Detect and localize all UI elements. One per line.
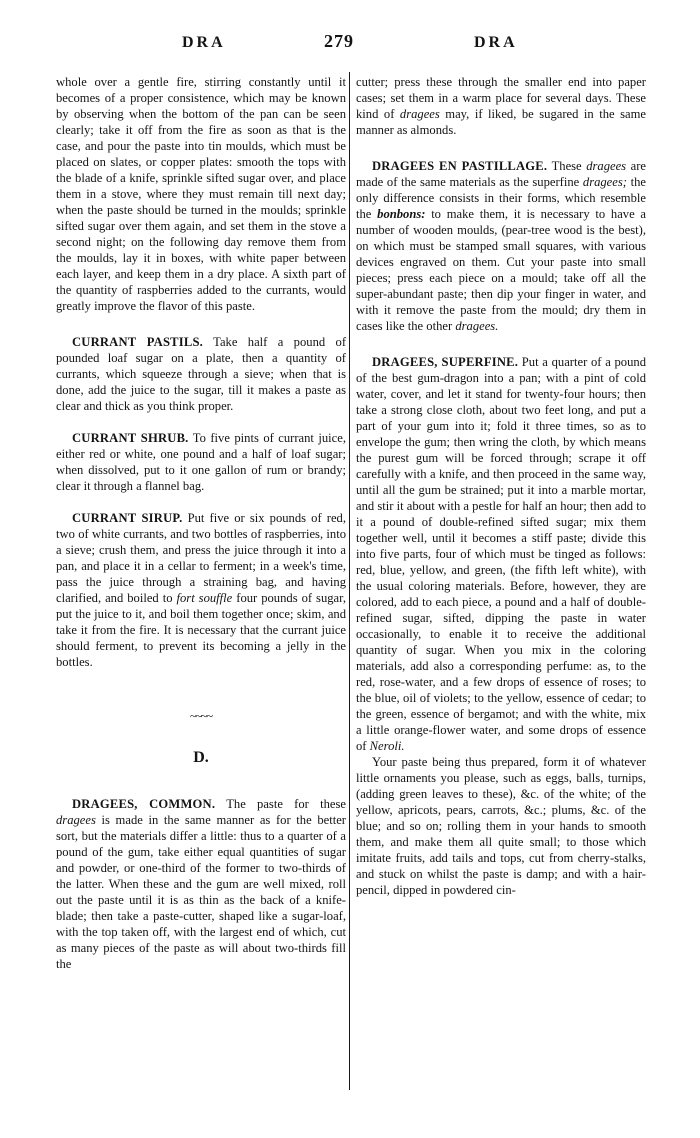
entry-dragees-superfine-continued xyxy=(356,754,646,898)
continued-paragraph xyxy=(356,74,646,138)
entry-text: The paste for these xyxy=(226,797,346,811)
entry-dragees-superfine xyxy=(356,354,646,754)
entry-italic-term: dragees xyxy=(586,159,627,173)
entry-heading: CURRANT SHRUB. xyxy=(72,431,189,445)
entry-text: Put a quarter of a pound of the best gum-dragon into a pan; with a pint of cold water, cover, and let it stand for twenty-four hours; then take a strong close cloth, about two feet long, and put a part of your gum into it; fold it three times, so as to envelope the gum; then wring the cloth, by which means the purest gum will be forced through; scrape it off carefully with a knife, and then proceed in the same way, until all the gum be strained; put it into a marble mortar, and stir it about with a pestle for half an hour; then add to it a pound of double-refined sifted sugar; mix them together well, until it becomes a stiff paste; divide this into five parts, four of which must be tinged as follows: red, blue, yellow, and green, (the fifth left white), with the usual coloring materials. Before, however, they are colored, add to each piece, a pound and a half of double-refined sugar, sifted, dipping the paste in water occasionally, to enable it to receive the additional quantity of sugar. When you mix in the coloring materials, add also a corresponding perfume: as, to the red, rose-water, and a few drops of essence of roses; to the blue, oil of violets; to the yellow, essence of cedar; to the green, essence of bergamot; and with the white, mix a little orange-flower water, and some drops of essence of xyxy=(356,355,646,753)
header-left-guide-word: DRA xyxy=(182,34,226,51)
entry-text: These xyxy=(551,159,582,173)
entry-text: are made of the same materials as the superfine xyxy=(356,159,646,189)
right-column xyxy=(356,74,646,898)
entry-currant-sirup xyxy=(56,510,346,670)
running-header xyxy=(54,31,658,64)
entry-text: to make them, it is necessary to have a number of wooden moulds, (pear-tree wood is the best), on which must be stamped small squares, with various devices engraved on them. Cut your paste into small pieces; press each piece on a mould; take off all the super-abundant paste; then dip your finger in water, and with it remove the paste from the mould; dry them in cases like the other xyxy=(356,207,647,333)
entry-text: four pounds of sugar, put the juice to it, and boil them together once; skim, and take it from the fire. It is necessary that the currant juice should ferment, to prevent its becoming a jelly in the bottles. xyxy=(56,591,346,669)
continued-paragraph xyxy=(56,74,346,314)
section-letter: D. xyxy=(193,749,209,766)
entry-dragees-en-pastillage xyxy=(356,158,646,334)
entry-text: is made in the same manner as for the better sort, but the materials differ a little: thus to a quarter of a pound of the gum, take either equal quantities of sugar and powder, or one-third of the former to two-thirds of the latter. When these and the gum are well mixed, roll out the paste until it is as thin as the back of a knife-blade; then take a paste-cutter, shaped like a sugar-loaf, with the top taken off, with the largest end of which, cut as many pieces of the paste as will about two-thirds fill the xyxy=(56,813,346,971)
entry-text: the only difference consists in their forms, which resemble the xyxy=(356,175,646,221)
entry-italic-term: bonbons: xyxy=(377,207,426,221)
entry-italic-term: dragees. xyxy=(455,319,499,333)
continued-text: cutter; press these through the smaller end into paper cases; set them in a warm place for several days. These kind of xyxy=(356,75,646,121)
entry-italic-term: dragees xyxy=(56,813,96,827)
section-ornament: ~~~~ xyxy=(190,709,212,723)
entry-dragees-common xyxy=(56,796,346,972)
entry-italic-term: dragees; xyxy=(582,175,627,189)
continued-text: whole over a gentle fire, stirring constantly until it becomes of a proper consistence, which may be known by observing when the bottom of the pan can be seen clearly; take it off from the fire as soon as that is the case, and pour the paste into tin moulds, which must be placed on slates, or copper plates: smooth the tops with the blade of a knife, sprinkle sifted sugar over, and place them in a stove, where they must remain till next day; when the paste should be turned in the moulds; sprinkle sifted sugar over them again, and set them in the stove a second night; on the following day remove them from the moulds, lay it in boxes, with white paper between each layer, and keep them in a dry place. A sixth part of the quantity of raspberries added to the currants, would greatly improve the flavor of this paste. xyxy=(56,75,346,313)
continued-text: may, if liked, be sugared in the same manner as almonds. xyxy=(356,107,646,137)
entry-italic-term: Neroli. xyxy=(369,739,405,753)
entry-heading: CURRANT PASTILS. xyxy=(72,335,204,349)
column-divider xyxy=(349,72,350,1090)
left-column xyxy=(56,74,346,972)
entry-italic-term: fort souffle xyxy=(176,591,233,605)
entry-currant-shrub xyxy=(56,430,346,494)
entry-heading: DRAGEES, COMMON. xyxy=(72,797,216,811)
entry-text: To five pints of currant juice, either red or white, one pound and a half of loaf sugar; when dissolved, put to it one gallon of rum or brandy; clear it through a flannel bag. xyxy=(56,431,347,493)
entry-text: Put five or six pounds of red, two of white currants, and two bottles of raspberries, into a sieve; crush them, and press the juice through it into a pan, and place it in a cellar to ferment; in a week's time, pass the juice through a straining bag, and having clarified, and boiled to xyxy=(56,511,346,605)
entry-heading: CURRANT SIRUP. xyxy=(72,511,183,525)
entry-heading: DRAGEES EN PASTILLAGE. xyxy=(372,159,548,173)
entry-heading: DRAGEES, SUPERFINE. xyxy=(372,355,519,369)
entry-currant-pastils xyxy=(56,334,346,414)
entry-text: Take half a pound of pounded loaf sugar on a plate, then a quantity of currants, which squeeze through a sieve; when that is done, add the juice to the sugar, till it makes a paste as clear and thick as you think proper. xyxy=(56,335,347,413)
entry-italic-term: dragees xyxy=(399,107,440,121)
page-number: 279 xyxy=(324,31,354,51)
entry-text: Your paste being thus prepared, form it of whatever little ornaments you please, such as eggs, balls, turnips, (adding green leaves to these), &c. of the white; of the yellow, apricots, pears, carrots, &c.; plums, &c. of the blue; and so on; rolling them in your hands to smooth them, and make them all quite small; to those which imitate fruits, add tails and tops, cut from cherry-stalks, and stuck on whilst the paste is damp; and with a hair-pencil, dipped in powdered cin- xyxy=(356,755,646,897)
header-right-guide-word: DRA xyxy=(474,34,518,51)
